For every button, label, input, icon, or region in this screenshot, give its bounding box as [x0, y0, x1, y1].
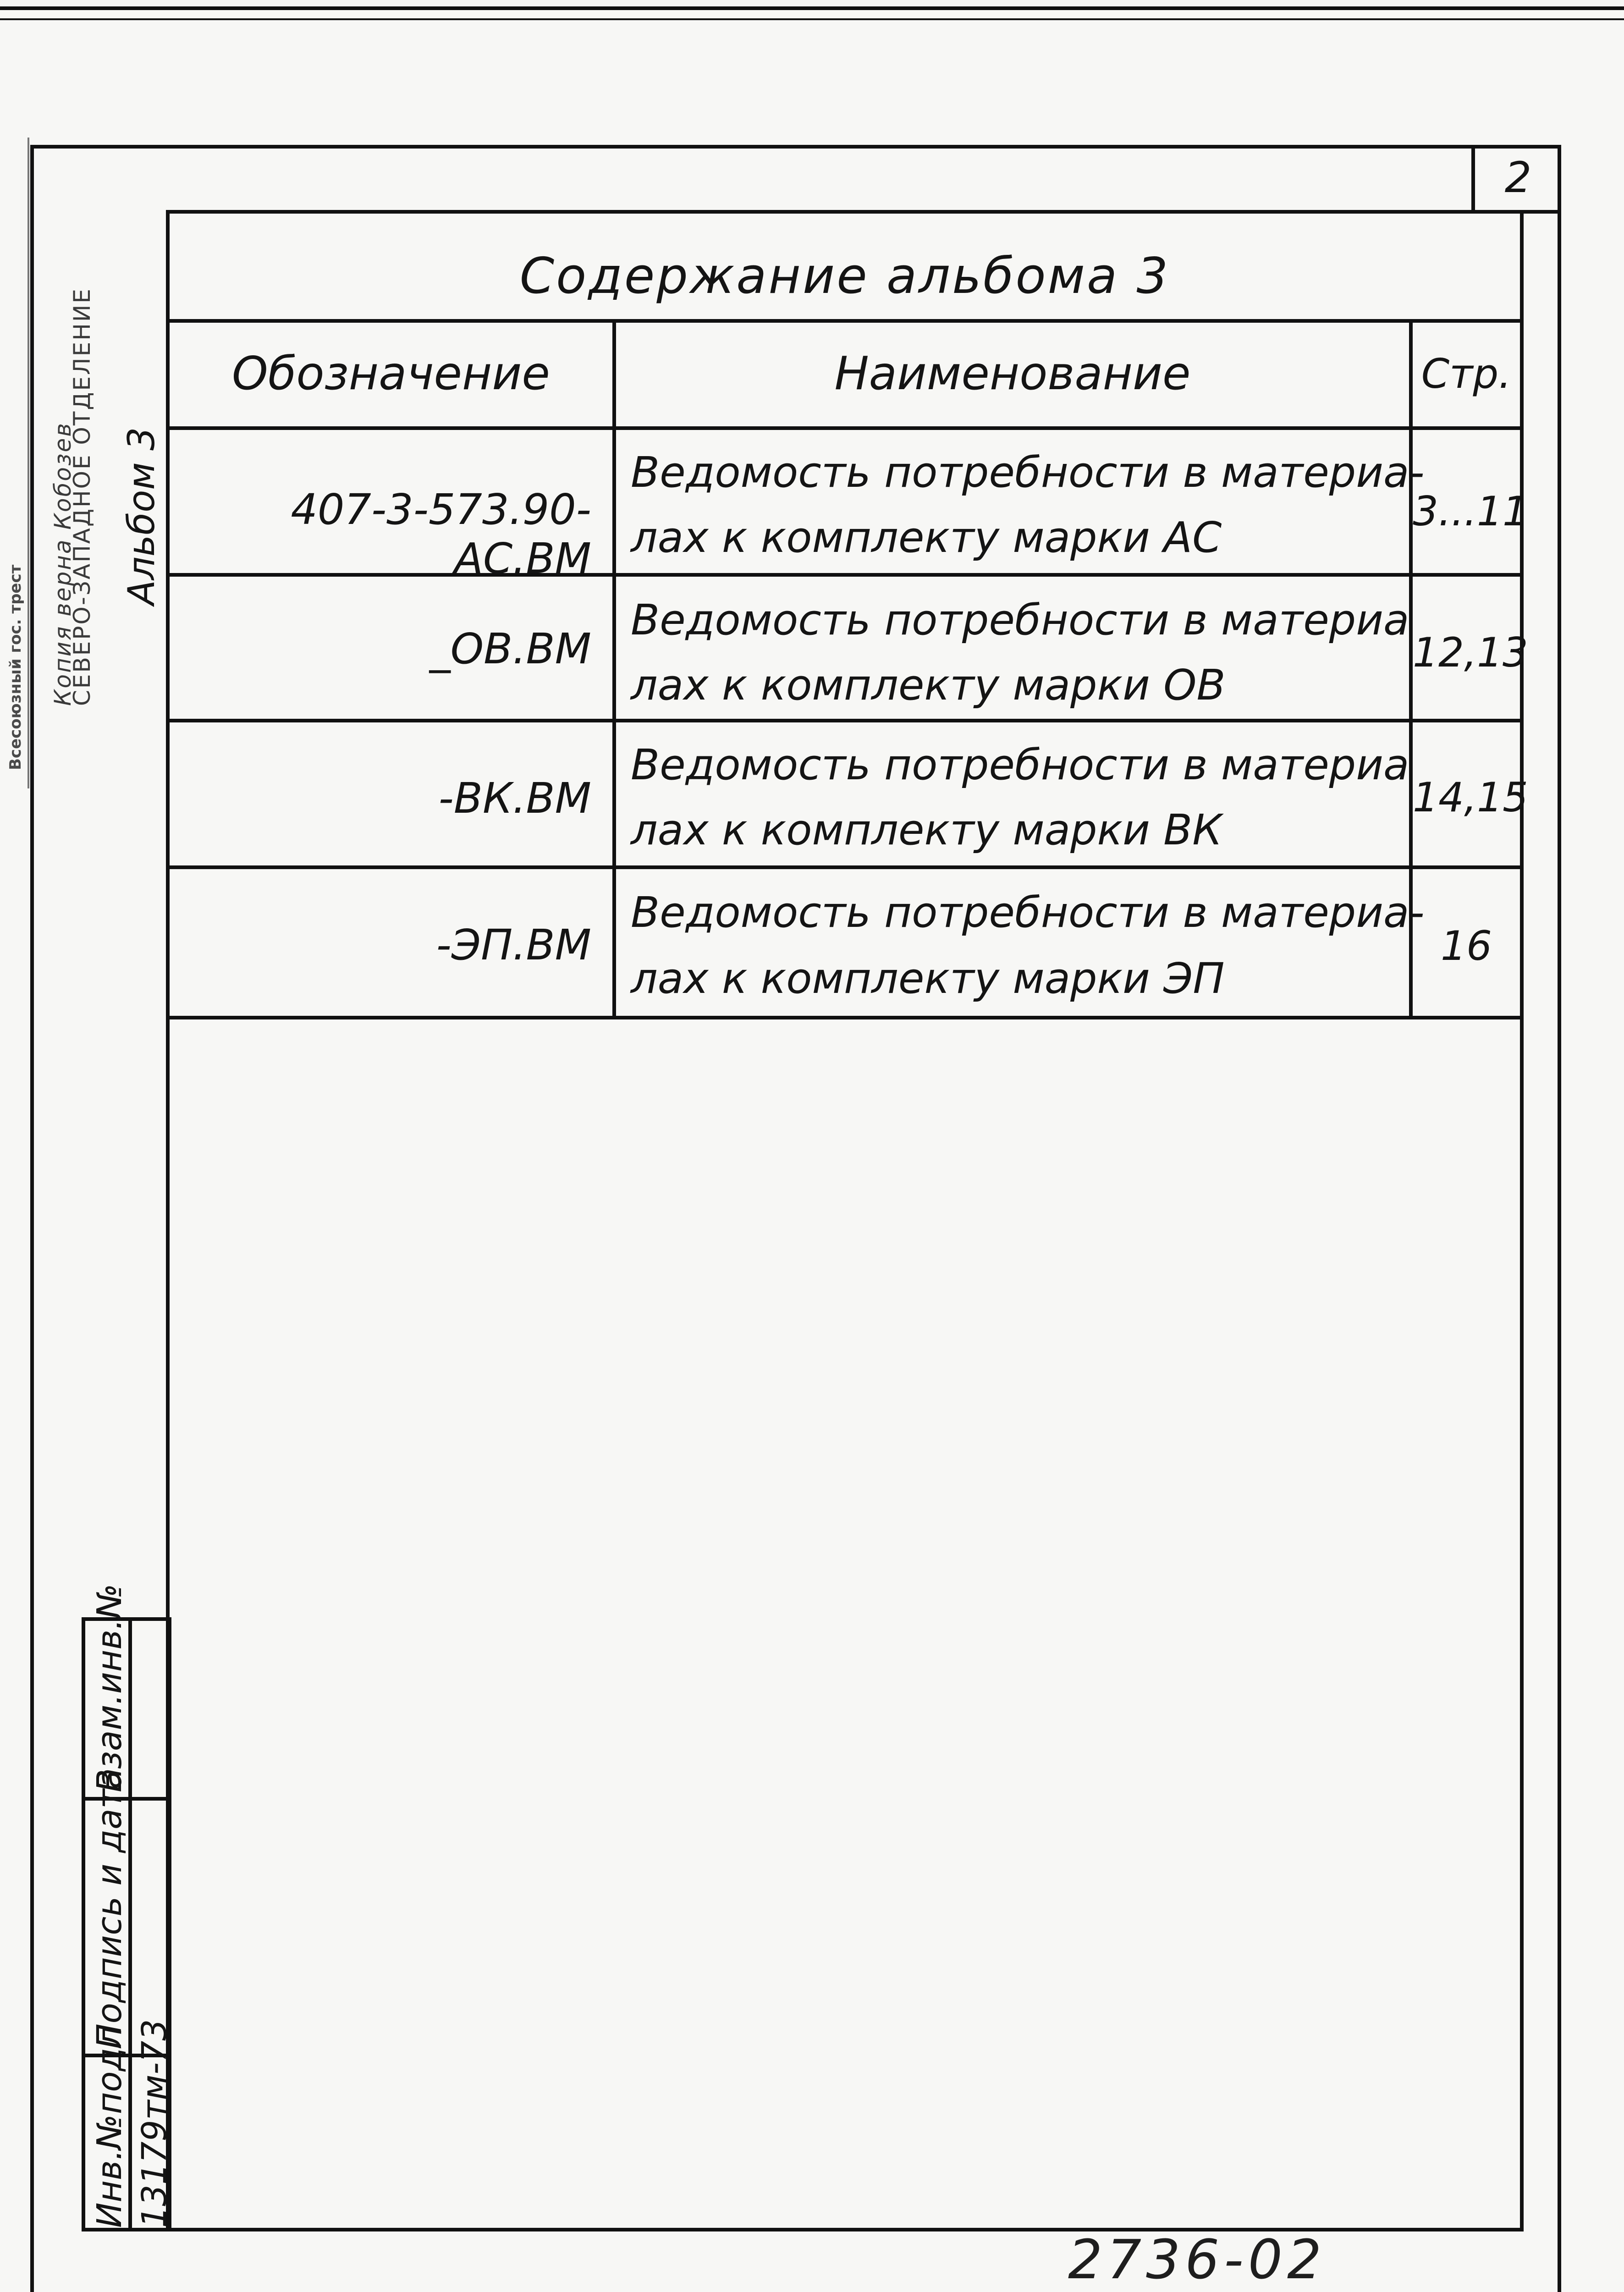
row-designation: 407-3-573.90-АС.ВМ — [291, 485, 591, 583]
row-designation: -ЭП.ВМ — [436, 920, 591, 970]
table-bottom-rule — [166, 1016, 1524, 1019]
table-column-divider — [612, 319, 616, 1019]
row-name-line1: Ведомость потребности в материа- — [631, 888, 1425, 937]
row-name-line2: лах к комплекту марки ОВ — [631, 661, 1226, 710]
row-designation: -ВК.ВМ — [438, 774, 591, 823]
row-name-line2: лах к комплекту марки ВК — [631, 805, 1222, 854]
archive-stamp-line3: Всесоюзный гос. трест — [6, 564, 25, 770]
table-row-rule — [166, 865, 1524, 869]
column-header-name: Наименование — [834, 347, 1191, 400]
row-name-line1: Ведомость потребности в материа- — [631, 448, 1425, 497]
top-rule — [0, 6, 1624, 10]
row-pages: 14,15 — [1413, 774, 1528, 821]
side-stamp-inv-label: Инв.№подл — [90, 2026, 129, 2228]
side-stamp-signature-label: Подпись и дата — [90, 1768, 129, 2049]
row-name-line2: лах к комплекту марки ЭП — [631, 954, 1225, 1003]
archive-stamp-line1: Копия верна Кобозев — [50, 422, 76, 706]
sheet-code: 2736-02 — [1068, 2228, 1327, 2291]
top-rule-thin — [0, 18, 1624, 20]
row-designation: _ОВ.ВМ — [429, 624, 591, 673]
side-stamp-inv-value: 13179тм-73 — [135, 2019, 174, 2228]
row-pages: 12,13 — [1413, 629, 1528, 676]
column-header-designation: Обозначение — [232, 347, 550, 400]
table-top-rule — [166, 319, 1524, 323]
row-name-line1: Ведомость потребности в материа — [631, 740, 1409, 789]
archive-stamp-line2: СЕВЕРО-ЗАПАДНОЕ ОТДЕЛЕНИЕ — [69, 287, 95, 706]
column-header-pages: Стр. — [1421, 350, 1512, 397]
row-name-line2: лах к комплекту марки АС — [631, 513, 1222, 562]
row-name-line1: Ведомость потребности в материа — [631, 595, 1409, 645]
table-row-rule — [166, 719, 1524, 722]
side-stamp-replace-label: Взам.инв.№ — [90, 1583, 129, 1792]
row-pages: 16 — [1441, 922, 1492, 970]
page-number-box — [1471, 145, 1561, 214]
archive-stamp-border — [28, 138, 29, 788]
row-pages: 3...11 — [1413, 488, 1528, 535]
album-label: Альбом 3 — [120, 427, 163, 605]
page-number: 2 — [1504, 153, 1532, 202]
document-title: Содержание альбома 3 — [519, 248, 1170, 305]
table-header-rule — [166, 426, 1524, 430]
